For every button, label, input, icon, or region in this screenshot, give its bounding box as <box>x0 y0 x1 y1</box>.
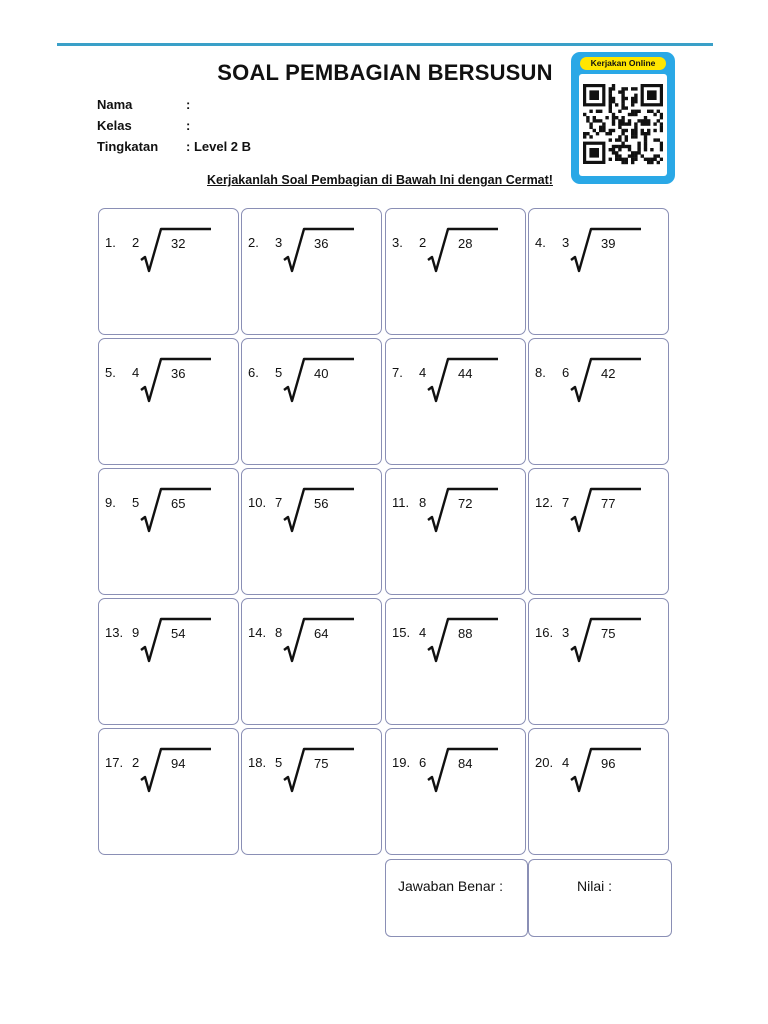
division-bracket-icon <box>139 747 215 795</box>
qr-code-panel[interactable] <box>571 52 675 184</box>
division-bracket-icon <box>282 227 358 275</box>
divisor: 4 <box>132 365 140 380</box>
dividend: 75 <box>601 626 616 641</box>
divisor: 3 <box>562 235 570 250</box>
problem-cell <box>98 208 239 335</box>
problem-cell <box>98 468 239 595</box>
divisor: 6 <box>419 755 427 770</box>
problem-cell <box>528 468 669 595</box>
dividend: 75 <box>314 756 329 771</box>
division-bracket-icon <box>282 747 358 795</box>
division-bracket-icon <box>282 357 358 405</box>
problem-cell <box>241 208 382 335</box>
divisor: 4 <box>419 625 427 640</box>
problem-cell <box>385 338 526 465</box>
divisor: 4 <box>419 365 427 380</box>
problem-cell <box>385 468 526 595</box>
dividend: 39 <box>601 236 616 251</box>
problem-cell <box>528 728 669 855</box>
instruction-text: Kerjakanlah Soal Pembagian di Bawah Ini dengan Cermat! <box>207 173 553 187</box>
dividend: 32 <box>171 236 186 251</box>
divisor: 8 <box>419 495 427 510</box>
top-rule <box>57 43 713 46</box>
division-bracket-icon <box>139 357 215 405</box>
problem-cell <box>241 338 382 465</box>
problem-cell <box>385 208 526 335</box>
problem-number: 7. <box>392 365 403 380</box>
problem-number: 11. <box>392 495 410 510</box>
dividend: 96 <box>601 756 616 771</box>
problem-number: 1. <box>105 235 116 250</box>
dividend: 54 <box>171 626 186 641</box>
problem-number: 14. <box>248 625 267 640</box>
problem-cell <box>241 728 382 855</box>
problem-cell <box>98 598 239 725</box>
problem-cell <box>98 338 239 465</box>
divisor: 5 <box>275 755 283 770</box>
divisor: 4 <box>562 755 570 770</box>
divisor: 7 <box>275 495 283 510</box>
divisor: 2 <box>419 235 427 250</box>
problem-cell <box>98 728 239 855</box>
problem-cell <box>528 338 669 465</box>
dividend: 28 <box>458 236 473 251</box>
dividend: 42 <box>601 366 616 381</box>
division-bracket-icon <box>139 617 215 665</box>
dividend: 36 <box>314 236 329 251</box>
problem-number: 9. <box>105 495 116 510</box>
divisor: 5 <box>275 365 283 380</box>
dividend: 44 <box>458 366 473 381</box>
problem-number: 5. <box>105 365 116 380</box>
dividend: 36 <box>171 366 186 381</box>
correct-answers-label: Jawaban Benar : <box>398 878 504 894</box>
score-label: Nilai : <box>577 878 613 894</box>
division-bracket-icon <box>139 227 215 275</box>
dividend: 88 <box>458 626 473 641</box>
problem-number: 15. <box>392 625 411 640</box>
page-title: SOAL PEMBAGIAN BERSUSUN <box>217 60 553 85</box>
division-bracket-icon <box>569 357 645 405</box>
correct-answers-box <box>385 859 528 937</box>
problem-cell <box>385 728 526 855</box>
dividend: 56 <box>314 496 329 511</box>
division-bracket-icon <box>282 617 358 665</box>
dividend: 40 <box>314 366 329 381</box>
problem-number: 10. <box>248 495 267 510</box>
division-bracket-icon <box>569 227 645 275</box>
division-bracket-icon <box>569 487 645 535</box>
problem-cell <box>241 468 382 595</box>
qr-code-icon <box>579 74 667 176</box>
problem-cell <box>385 598 526 725</box>
problem-cell <box>528 208 669 335</box>
division-bracket-icon <box>426 747 502 795</box>
divisor: 2 <box>132 755 140 770</box>
dividend: 77 <box>601 496 616 511</box>
division-bracket-icon <box>282 487 358 535</box>
problem-number: 16. <box>535 625 554 640</box>
division-bracket-icon <box>426 227 502 275</box>
class-value: : <box>186 118 191 133</box>
division-bracket-icon <box>426 617 502 665</box>
division-bracket-icon <box>426 357 502 405</box>
dividend: 84 <box>458 756 473 771</box>
problem-number: 6. <box>248 365 259 380</box>
problem-number: 20. <box>535 755 554 770</box>
divisor: 5 <box>132 495 140 510</box>
division-bracket-icon <box>426 487 502 535</box>
name-value: : <box>186 97 191 112</box>
divisor: 6 <box>562 365 570 380</box>
problem-number: 19. <box>392 755 411 770</box>
divisor: 2 <box>132 235 140 250</box>
dividend: 72 <box>458 496 473 511</box>
problem-cell <box>241 598 382 725</box>
score-box <box>528 859 672 937</box>
divisor: 9 <box>132 625 140 640</box>
divisor: 3 <box>562 625 570 640</box>
problem-number: 4. <box>535 235 546 250</box>
qr-online-label: Kerjakan Online <box>580 57 666 70</box>
name-label: Nama <box>97 97 133 112</box>
divisor: 8 <box>275 625 283 640</box>
problem-number: 17. <box>105 755 124 770</box>
level-value: : Level 2 B <box>186 139 252 154</box>
division-bracket-icon <box>569 747 645 795</box>
division-bracket-icon <box>569 617 645 665</box>
problem-number: 3. <box>392 235 403 250</box>
class-label: Kelas <box>97 118 132 133</box>
dividend: 64 <box>314 626 329 641</box>
dividend: 65 <box>171 496 186 511</box>
dividend: 94 <box>171 756 186 771</box>
divisor: 3 <box>275 235 283 250</box>
problem-number: 13. <box>105 625 124 640</box>
division-bracket-icon <box>139 487 215 535</box>
problem-number: 18. <box>248 755 267 770</box>
divisor: 7 <box>562 495 570 510</box>
problem-number: 2. <box>248 235 259 250</box>
problem-number: 8. <box>535 365 546 380</box>
level-label: Tingkatan <box>97 139 159 154</box>
problem-number: 12. <box>535 495 554 510</box>
problem-cell <box>528 598 669 725</box>
